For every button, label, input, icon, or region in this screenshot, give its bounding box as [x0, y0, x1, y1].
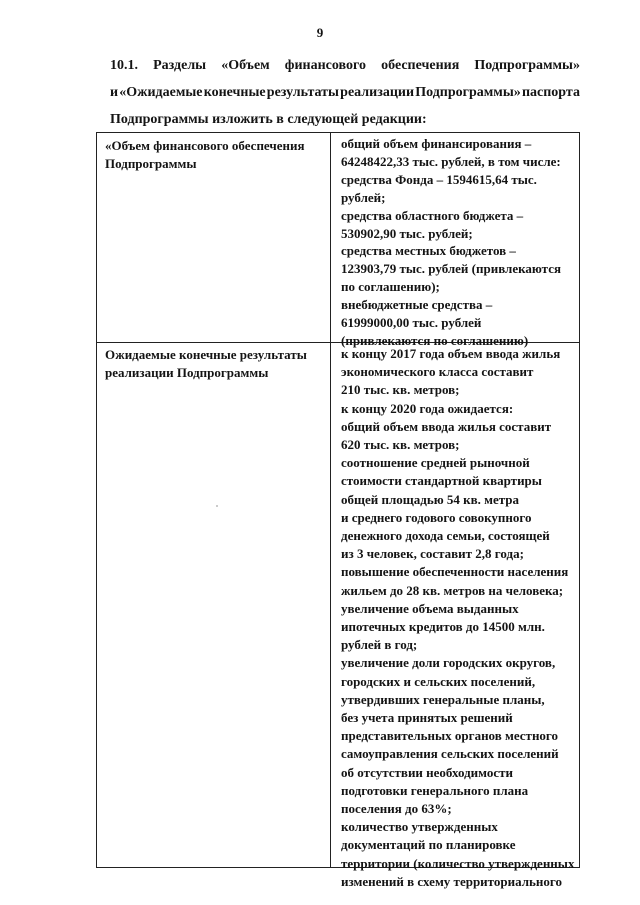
- cell-text-line: денежного дохода семьи, состоящей: [341, 528, 550, 544]
- cell-text-line: по соглашению);: [341, 279, 440, 295]
- cell-text-line: к концу 2020 года ожидается:: [341, 400, 514, 416]
- cell-text-line: об отсутствии необходимости: [341, 764, 513, 780]
- cell-text-line: общей площадью 54 кв. метра: [341, 491, 520, 507]
- cell-text-line: 530902,90 тыс. рублей;: [341, 225, 473, 241]
- cell-text-line: увеличение доли городских округов,: [341, 655, 556, 671]
- cell-text-line: повышение обеспеченности населения: [341, 564, 569, 580]
- intro-word: Подпрограммы»: [474, 58, 580, 73]
- row-2-label-cell: [105, 346, 307, 382]
- cell-text-line: рублей в год;: [341, 637, 418, 653]
- cell-text-line: 210 тыс. кв. метров;: [341, 382, 460, 398]
- intro-line-3: Подпрограммы изложить в следующей редакции:: [110, 112, 427, 127]
- cell-text-line: без учета принятых решений: [341, 710, 513, 726]
- table-column-divider: [330, 133, 331, 867]
- cell-text-line: жильем до 28 кв. метров на человека;: [341, 582, 564, 598]
- cell-text-line: изменений в схему территориального: [341, 873, 562, 889]
- cell-text-line: количество утвержденных: [341, 819, 498, 835]
- intro-word: финансового: [284, 58, 367, 73]
- cell-text-line: средства местных бюджетов –: [341, 243, 516, 259]
- cell-text-line: средства Фонда – 1594615,64 тыс.: [341, 171, 537, 187]
- cell-text-line: из 3 человек, составит 2,8 года;: [341, 546, 524, 562]
- row-1-label-cell: [105, 137, 305, 173]
- cell-text-line: городских и сельских поселений,: [341, 673, 536, 689]
- cell-text-line: рублей;: [341, 189, 386, 205]
- cell-text-line: общий объем финансирования –: [341, 136, 532, 151]
- cell-text-line: самоуправления сельских поселений: [341, 746, 559, 762]
- intro-line-2: [110, 83, 580, 110]
- row-1-value-cell: [341, 135, 561, 350]
- intro-word: результаты: [266, 85, 339, 100]
- cell-text-line: утвердивших генеральные планы,: [341, 691, 545, 707]
- cell-text-line: внебюджетные средства –: [341, 297, 493, 313]
- cell-text-line: документаций по планировке: [341, 837, 516, 853]
- intro-line-1: [110, 56, 580, 83]
- cell-text-line: Ожидаемые конечные результаты: [105, 347, 307, 362]
- cell-text-line: общий объем ввода жилья составит: [341, 418, 552, 434]
- cell-text-line: подготовки генерального плана: [341, 782, 529, 798]
- cell-text-line: соотношение средней рыночной: [341, 455, 530, 471]
- intro-paragraph: [110, 56, 580, 137]
- cell-text-line: 123903,79 тыс. рублей (привлекаются: [341, 261, 562, 277]
- intro-word: «Объем: [221, 58, 270, 73]
- row-2-value-cell: [341, 345, 574, 891]
- cell-text-line: к концу 2017 года объем ввода жилья: [341, 346, 561, 361]
- cell-text-line: Подпрограммы: [105, 155, 197, 171]
- cell-text-line: поселения до 63%;: [341, 801, 452, 817]
- cell-text-line: 620 тыс. кв. метров;: [341, 437, 460, 453]
- page-number: 9: [316, 25, 324, 40]
- intro-word: «Ожидаемые: [119, 85, 203, 100]
- cell-text-line: (привлекаются по соглашению): [341, 332, 529, 348]
- intro-word: и: [110, 85, 119, 100]
- cell-text-line: представительных органов местного: [341, 728, 559, 744]
- passport-table: [96, 132, 580, 889]
- cell-text-line: и среднего годового совокупного: [341, 509, 532, 525]
- cell-text-line: экономического класса составит: [341, 364, 534, 380]
- cell-text-line: реализации Подпрограммы: [105, 364, 269, 380]
- cell-text-line: «Объем финансового обеспечения: [105, 138, 305, 153]
- intro-word: Разделы: [153, 58, 207, 73]
- cell-text-line: средства областного бюджета –: [341, 207, 524, 223]
- intro-word: конечные: [203, 85, 266, 100]
- cell-text-line: 61999000,00 тыс. рублей: [341, 315, 482, 331]
- cell-text-line: 64248422,33 тыс. рублей, в том числе:: [341, 153, 561, 169]
- intro-word: реализации: [340, 85, 415, 100]
- cell-text-line: увеличение объема выданных: [341, 600, 519, 616]
- scan-speck: [216, 505, 218, 507]
- intro-word: Подпрограммы»: [415, 85, 521, 100]
- cell-text-line: стоимости стандартной квартиры: [341, 473, 542, 489]
- cell-text-line: территории (количество утвержденных: [341, 855, 575, 871]
- intro-word: обеспечения: [381, 58, 460, 73]
- intro-word: паспорта: [521, 85, 580, 100]
- cell-text-line: ипотечных кредитов до 14500 млн.: [341, 619, 545, 635]
- intro-word: 10.1.: [110, 58, 138, 73]
